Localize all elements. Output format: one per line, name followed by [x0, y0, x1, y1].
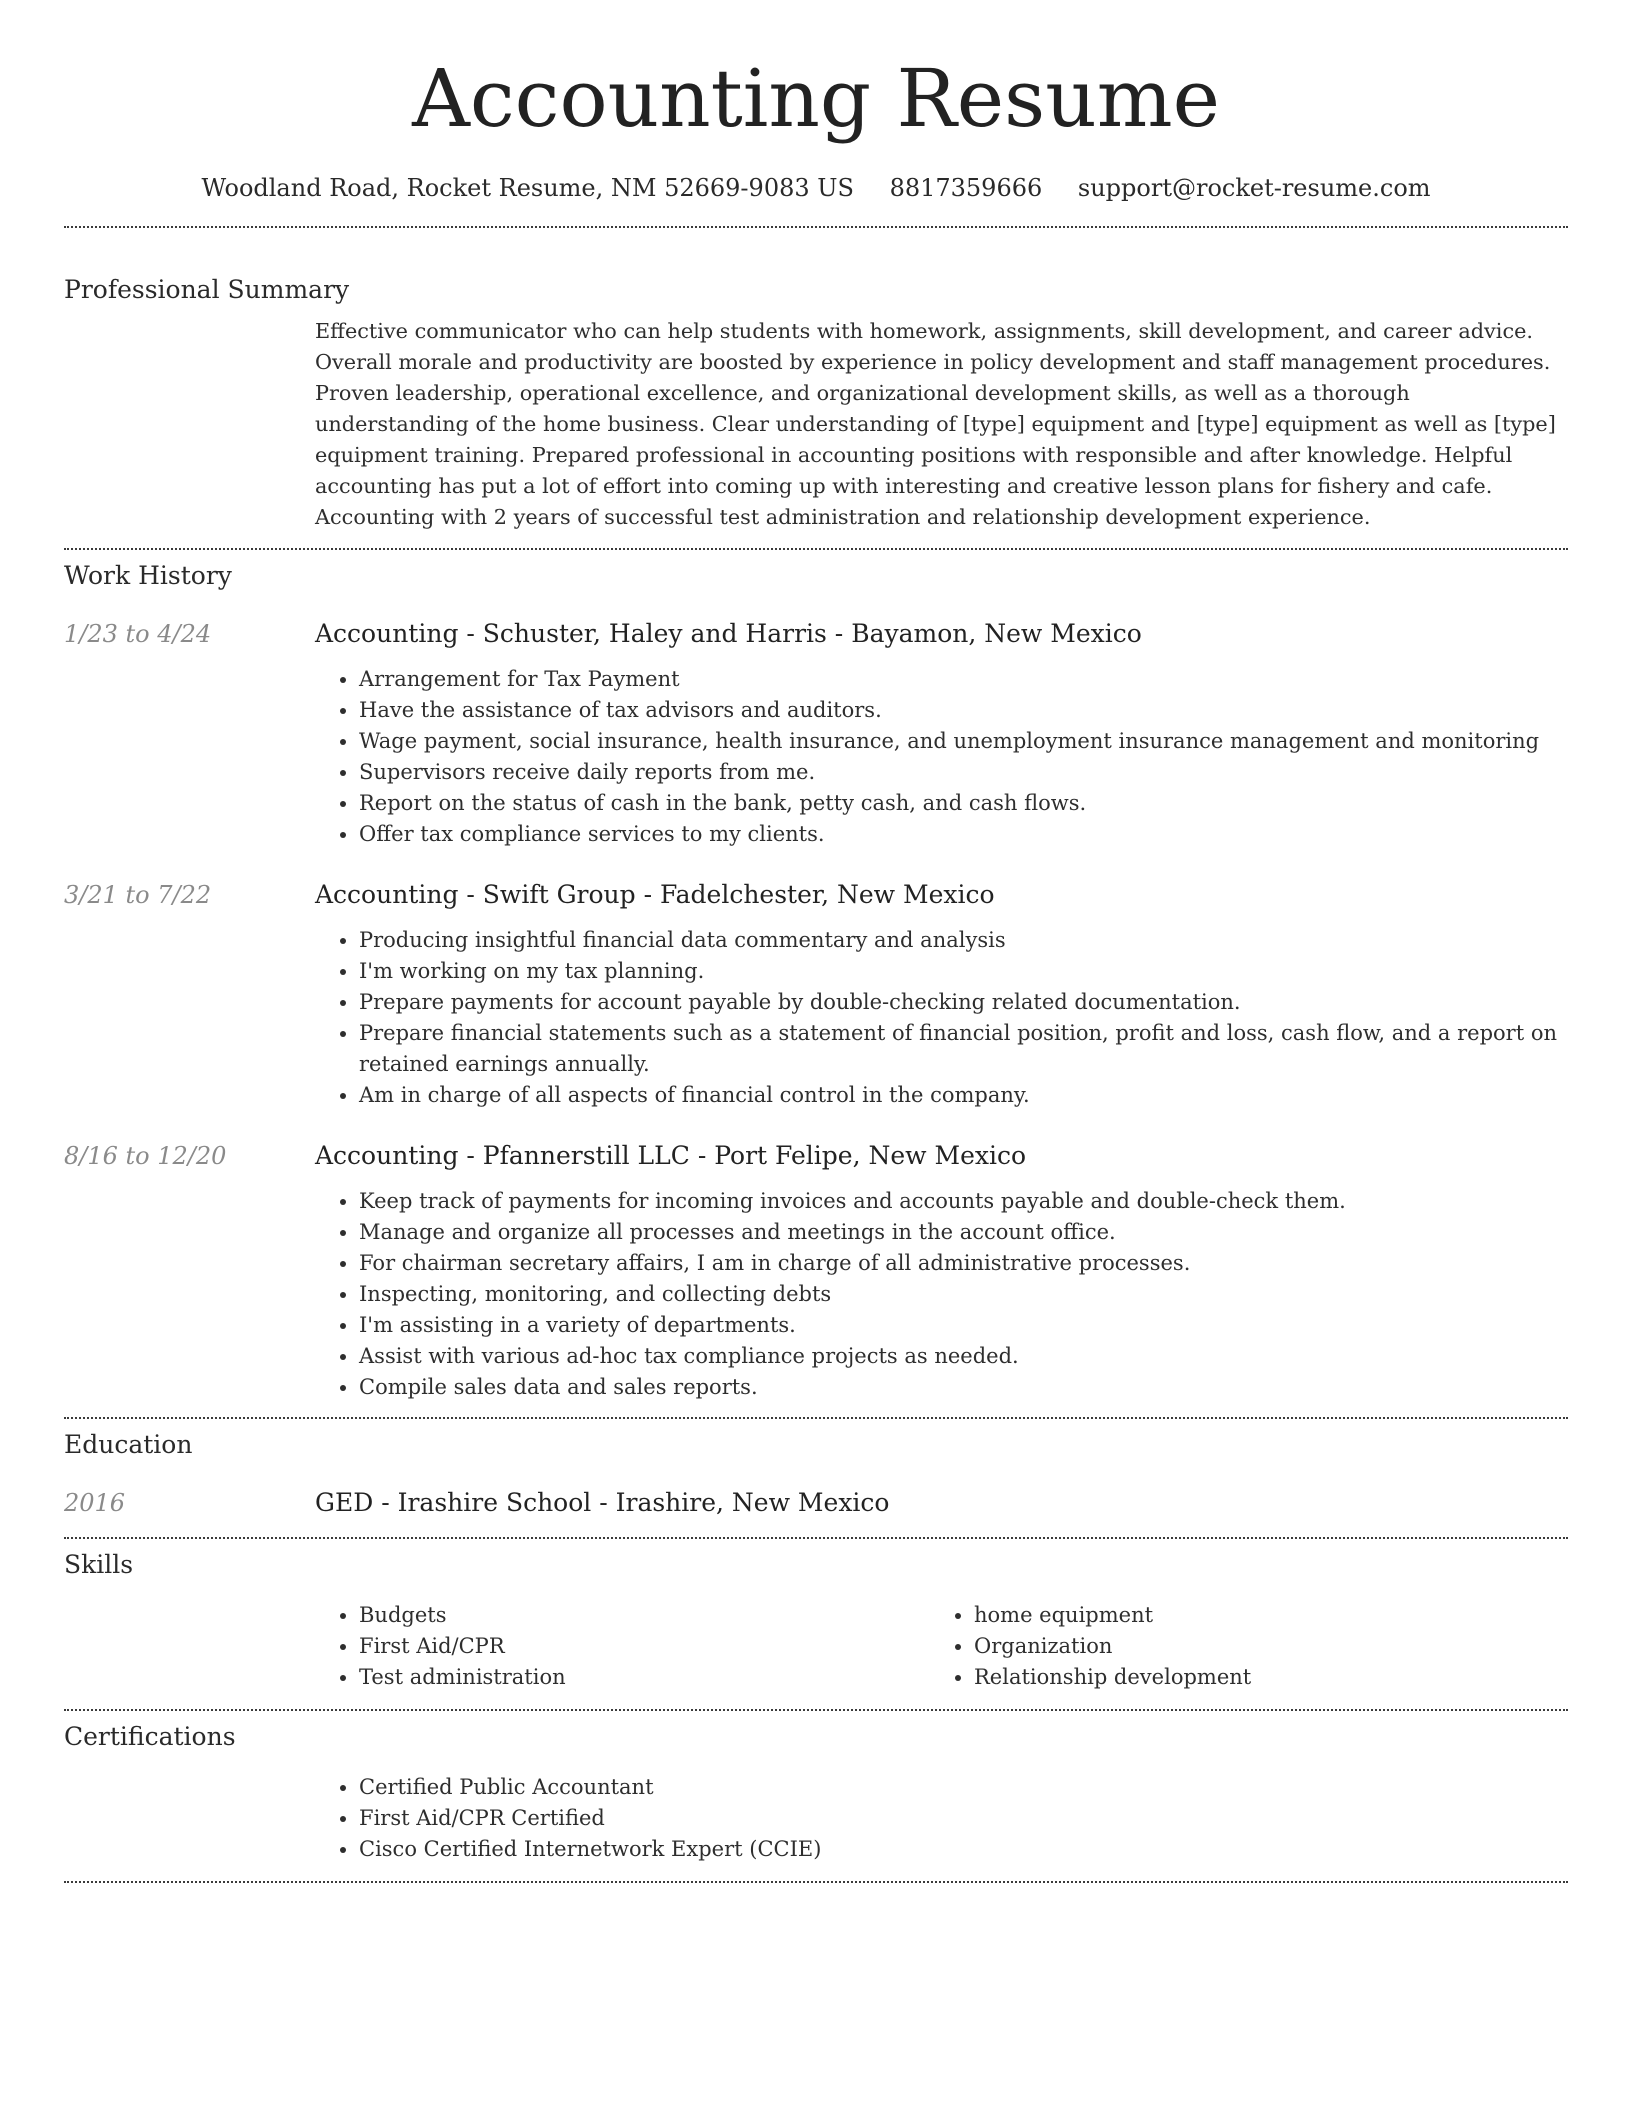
job-bullet: • Prepare financial statements such as a statement of financial position, profit and loss, cash flow, and a report on retained earnings annually. — [359, 1018, 1568, 1080]
work-history-section — [64, 550, 1568, 1403]
skills-column-left — [315, 1600, 930, 1693]
skill-item: • Budgets — [359, 1600, 930, 1631]
job-bullets — [315, 1186, 1568, 1403]
job-bullet: • I'm assisting in a variety of departments. — [359, 1310, 1568, 1341]
summary-section — [64, 228, 1568, 533]
job-bullet: • Prepare payments for account payable by double-checking related documentation. — [359, 987, 1568, 1018]
section-title-certifications: Certifications — [64, 1722, 236, 1751]
email: support@rocket-resume.com — [1077, 174, 1431, 202]
job-bullet: • Assist with various ad-hoc tax compliance projects as needed. — [359, 1341, 1568, 1372]
skill-item: • Relationship development — [974, 1662, 1545, 1693]
education-entry — [64, 1485, 1568, 1521]
skills-column-right — [930, 1600, 1545, 1693]
certification-item: • Certified Public Accountant — [359, 1772, 1568, 1803]
job-date: 8/16 to 12/20 — [64, 1142, 227, 1170]
job-entry — [64, 616, 1568, 850]
job-bullet: • I'm working on my tax planning. — [359, 956, 1568, 987]
job-bullet: • Offer tax compliance services to my clients. — [359, 819, 1568, 850]
contact-line — [64, 168, 1568, 208]
job-bullet: • Wage payment, social insurance, health insurance, and unemployment insurance management and monitoring — [359, 726, 1568, 757]
skill-item: • First Aid/CPR — [359, 1631, 930, 1662]
phone: 8817359666 — [889, 174, 1043, 202]
section-title-skills: Skills — [64, 1550, 134, 1579]
job-bullet: • Am in charge of all aspects of financial control in the company. — [359, 1080, 1568, 1111]
job-bullet: • Have the assistance of tax advisors and auditors. — [359, 695, 1568, 726]
skill-item: • home equipment — [974, 1600, 1545, 1631]
resume-page — [64, 0, 1568, 1883]
job-bullets — [315, 664, 1568, 850]
resume-title: Accounting Resume — [412, 52, 1220, 145]
section-title-summary: Professional Summary — [64, 275, 350, 304]
job-bullet: • Inspecting, monitoring, and collecting debts — [359, 1279, 1568, 1310]
skills-grid — [315, 1600, 1568, 1693]
job-title: Accounting - Swift Group - Fadelchester, New Mexico — [315, 880, 995, 909]
job-entry — [64, 877, 1568, 1111]
certification-item: • Cisco Certified Internetwork Expert (CCIE) — [359, 1834, 1568, 1865]
job-date: 3/21 to 7/22 — [64, 881, 212, 909]
certifications-list — [315, 1772, 1568, 1865]
certification-item: • First Aid/CPR Certified — [359, 1803, 1568, 1834]
job-bullet: • Producing insightful financial data commentary and analysis — [359, 925, 1568, 956]
job-bullet: • Manage and organize all processes and meetings in the account office. — [359, 1217, 1568, 1248]
job-date: 1/23 to 4/24 — [64, 620, 212, 648]
summary-text: Effective communicator who can help students with homework, assignments, skill development, and career advice. Overall morale and productivity are boosted by experience in policy development and staff management procedures. Proven leadership, operational excellence, and organizational development skills, as well as a thorough understanding of the home business. Clear understanding of [type] equipment and [type] equipment as well as [type] equipment training. Prepared professional in accounting positions with responsible and after knowledge. Helpful accounting has put a lot of effort into coming up with interesting and creative lesson plans for fishery and cafe. Accounting with 2 years of successful test administration and relationship development experience. — [315, 319, 1556, 529]
job-bullet: • For chairman secretary affairs, I am in charge of all administrative processes. — [359, 1248, 1568, 1279]
divider — [64, 1881, 1568, 1883]
skill-item: • Test administration — [359, 1662, 930, 1693]
education-date: 2016 — [64, 1489, 126, 1517]
job-bullet: • Compile sales data and sales reports. — [359, 1372, 1568, 1403]
skills-section — [64, 1539, 1568, 1693]
job-bullet: • Keep track of payments for incoming invoices and accounts payable and double-check them. — [359, 1186, 1568, 1217]
education-title: GED - Irashire School - Irashire, New Mexico — [315, 1488, 890, 1517]
certifications-section — [64, 1711, 1568, 1865]
job-title: Accounting - Pfannerstill LLC - Port Felipe, New Mexico — [315, 1141, 1027, 1170]
skill-item: • Organization — [974, 1631, 1545, 1662]
job-title: Accounting - Schuster, Haley and Harris - Bayamon, New Mexico — [315, 619, 1142, 648]
address: Woodland Road, Rocket Resume, NM 52669-9083 US — [201, 174, 854, 202]
section-title-education: Education — [64, 1430, 193, 1459]
job-bullet: • Report on the status of cash in the bank, petty cash, and cash flows. — [359, 788, 1568, 819]
job-bullets — [315, 925, 1568, 1111]
job-bullet: • Supervisors receive daily reports from me. — [359, 757, 1568, 788]
job-entry — [64, 1138, 1568, 1403]
job-bullet: • Arrangement for Tax Payment — [359, 664, 1568, 695]
section-title-work: Work History — [64, 561, 232, 590]
education-section — [64, 1419, 1568, 1521]
